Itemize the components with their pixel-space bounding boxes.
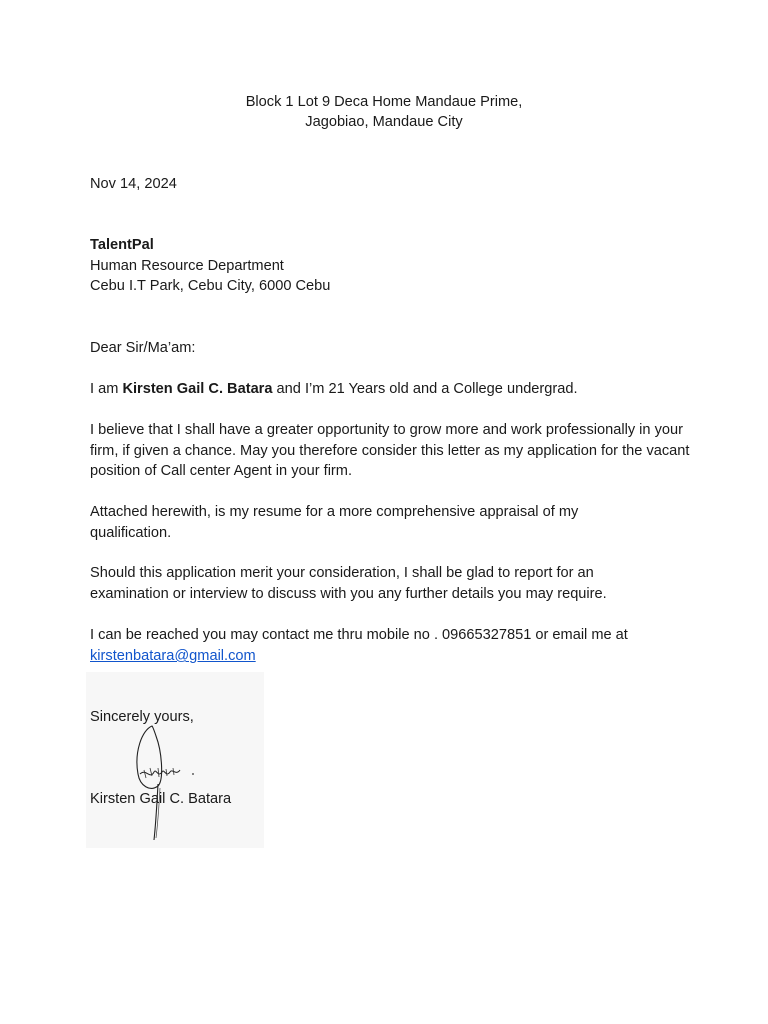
sender-address-line2: Jagobiao, Mandaue City: [305, 114, 463, 130]
recipient-company: [90, 235, 154, 255]
recipient-address: Cebu I.T Park, Cebu City, 6000 Cebu: [90, 278, 331, 294]
signature-name: Kirsten Gail C. Batara: [90, 791, 232, 807]
applicant-name: Kirsten Gail C. Batara: [122, 381, 273, 397]
salutation: Dear Sir/Ma’am:: [90, 340, 196, 356]
sender-address-line1: Block 1 Lot 9 Deca Home Mandaue Prime,: [245, 94, 523, 110]
body-paragraph-opportunity: I believe that I shall have a greater opportunity to grow more and work professionally in your firm, if given a chance. May you therefore consider this letter as my application for the vacant position of Call center Agent in your firm.: [90, 422, 690, 479]
contact-email-line: [90, 646, 256, 666]
recipient-department: Human Resource Department: [90, 258, 284, 274]
intro-paragraph: [90, 379, 578, 399]
intro-prefix: I am: [90, 381, 123, 397]
handwritten-signature: [128, 722, 208, 844]
email-link[interactable]: kirstenbatara@gmail.com: [90, 648, 256, 664]
letter-date: Nov 14, 2024: [90, 176, 177, 192]
body-paragraph-interview: Should this application merit your consideration, I shall be glad to report for an examination or interview to discuss with you any further details you may require.: [90, 565, 607, 602]
closing: Sincerely yours,: [90, 709, 194, 725]
intro-suffix: and I’m 21 Years old and a College undergrad.: [272, 381, 578, 397]
contact-text: I can be reached you may contact me thru mobile no . 09665327851 or email me at: [90, 627, 628, 643]
body-paragraph-resume: Attached herewith, is my resume for a more comprehensive appraisal of my qualification.: [90, 504, 579, 541]
recipient-company-name: TalentPal: [90, 237, 154, 253]
